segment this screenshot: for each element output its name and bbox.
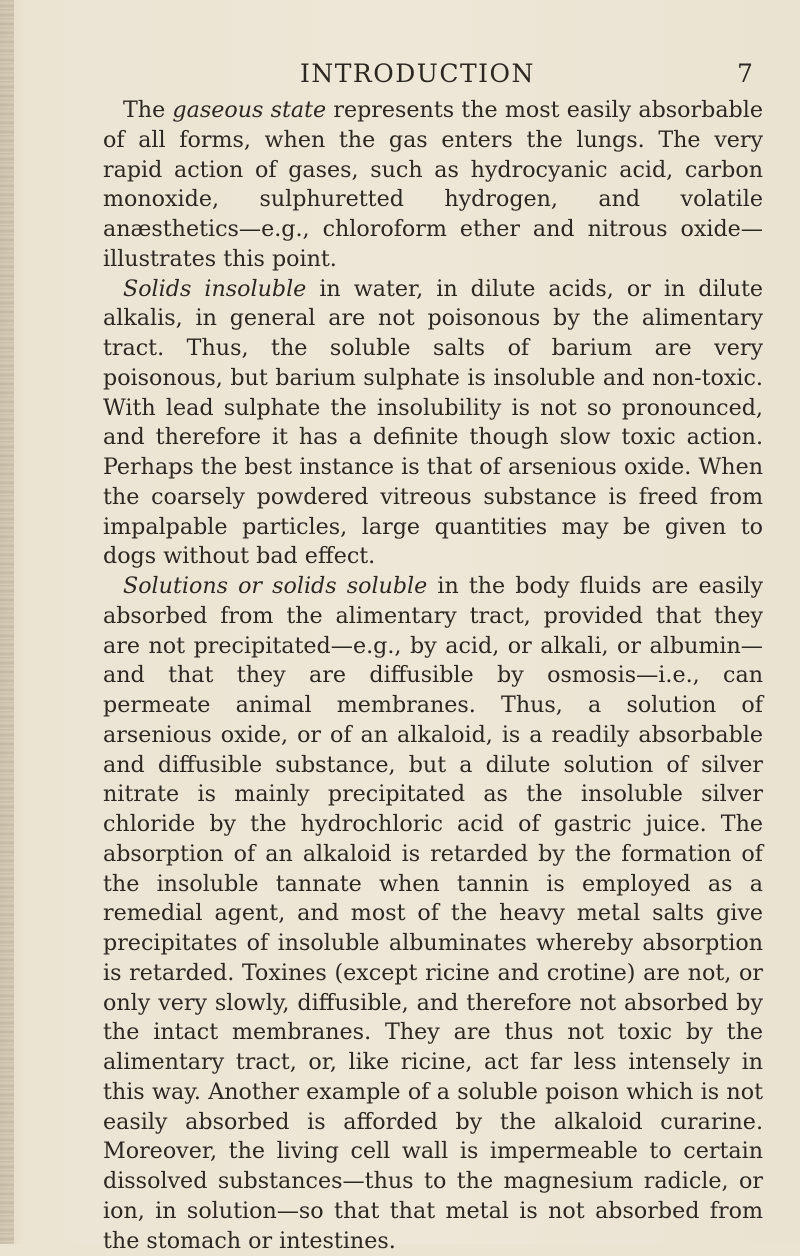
paragraph-text: in the body fluids are easily absorbed from the alimentary tract, provided that they are not precipitated—e.g., by acid, or alkali, or albumin—and that they are diffusible by osmosis—i.e., can permeate animal membranes. Thus, a solution of arsenious oxide, or of an alkaloid, is a readily absorbable and diffusible substance, but a dilute solution of silver nitrate is mainly precipitated as the insoluble silver chloride by the hydrochloric acid of gastric juice. The absorption of an alkaloid is retarded by the formation of the insoluble tannate when tannin is employed as a remedial agent, and most of the heavy metal salts give precipitates of insoluble albuminates whereby absorption is retarded. Toxines (except ricine and crotine) are not, or only very slowly, diffusible, and therefore not absorbed by the intact membranes. They are thus not toxic by the alimentary tract, or, like ricine, act far less intensely in this way. Another example of a soluble poison which is not easily absorbed is afforded by the alkaloid curarine. Moreover, the living cell wall is impermeable to certain dissolved substances—thus to the magnesium radicle, or ion, in solution—so that that metal is not absorbed from the stomach or intestines. [103,573,763,1254]
italic-term: Solutions or solids soluble [123,573,428,599]
paragraph-solutions-soluble [103,572,763,1256]
paragraph-text: in water, in dilute acids, or in dilute alkalis, in general are not poisonous by the alimentary tract. Thus, the soluble salts of barium are very poisonous, but barium sulphate is insoluble and non-toxic. With lead sulphate the insolubility is not so pronounced, and therefore it has a definite though slow toxic action. Perhaps the best instance is that of arsenious oxide. When the coarsely powdered vitreous substance is freed from impalpable particles, large quantities may be given to dogs without bad effect. [103,275,763,570]
binding-gutter [0,0,14,1244]
paragraph-lead: The [123,97,173,123]
paragraph-solids-insoluble [103,275,763,573]
page-number: 7 [737,59,753,88]
italic-term: Solids insoluble [123,275,307,302]
paragraph-text: represents the most easily absorbable of all forms, when the gas enters the lungs. The very rapid action of gases, such as hydrocyanic acid, carbon monoxide, sulphuretted hydrogen, and volatile anæsthetics—e.g., chloroform ether and nitrous oxide—illustrates this point. [103,97,763,272]
page-header [0,58,800,98]
italic-term: gaseous state [172,97,327,123]
paragraph-gaseous-state [103,96,763,275]
body-text [103,96,763,1256]
running-title: INTRODUCTION [300,59,535,88]
